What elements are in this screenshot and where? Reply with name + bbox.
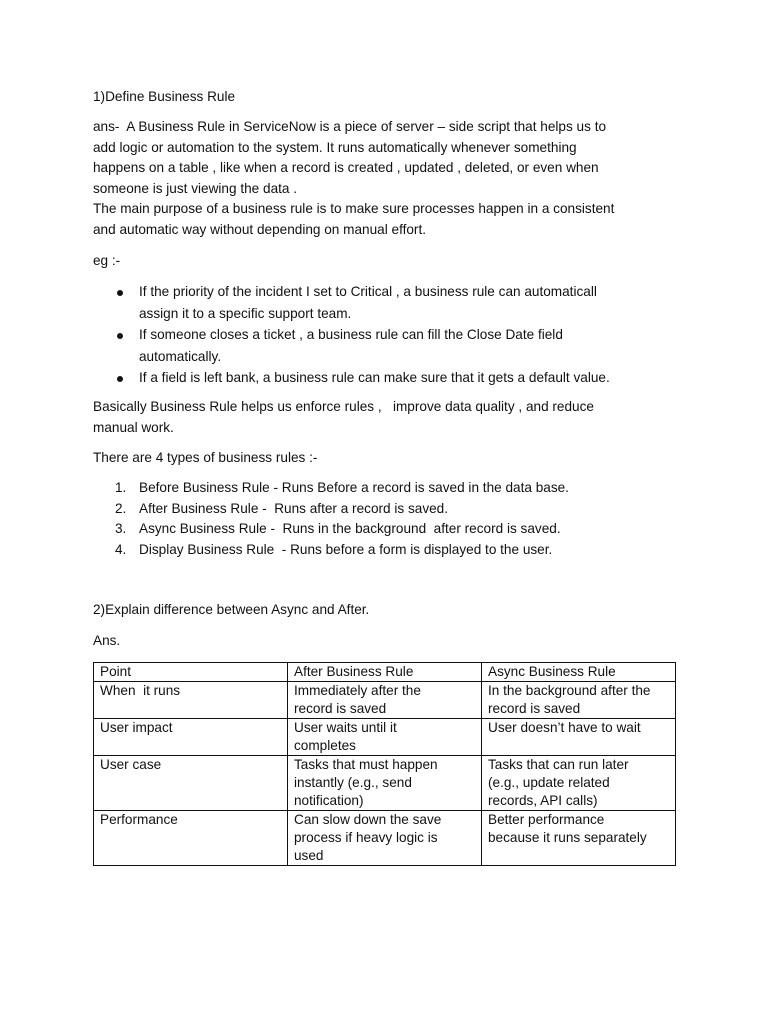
types-intro: There are 4 types of business rules :-: [93, 450, 318, 465]
cell-text: In the background after the: [488, 683, 651, 698]
type-text: Display Business Rule - Runs before a form is displayed to the user.: [139, 541, 553, 557]
q2-heading: 2)Explain difference between Async and After.: [93, 602, 370, 617]
table-cell: [94, 682, 288, 719]
bullet-item: [93, 325, 610, 346]
type-number: 1.: [115, 480, 127, 495]
type-text: Before Business Rule - Runs Before a record is saved in the data base.: [139, 480, 569, 495]
type-item: [93, 478, 569, 499]
cell-text: notification): [294, 793, 364, 808]
type-number: 4.: [115, 541, 127, 557]
summary-paragraph: [93, 397, 594, 438]
bullet-item-continuation: [93, 304, 610, 325]
table-header-cell: Async Business Rule: [482, 663, 676, 682]
table-cell: [482, 682, 676, 719]
answer-line: ans- A Business Rule in ServiceNow is a piece of server – side script that helps us to: [93, 119, 607, 134]
table-cell: [482, 719, 676, 756]
table-row: [94, 719, 676, 756]
cell-text: Tasks that can run later: [488, 757, 629, 772]
cell-text: User case: [100, 757, 162, 772]
table-row: [94, 756, 676, 811]
table-row: [94, 682, 676, 719]
bullet-item: [93, 368, 610, 389]
q1-answer: [93, 117, 614, 241]
answer-line: someone is just viewing the data .: [93, 180, 298, 196]
table-cell: [288, 756, 482, 811]
bullet-icon: [117, 333, 123, 339]
type-number: 2.: [115, 500, 127, 516]
cell-text: User impact: [100, 720, 173, 735]
answer-line: happens on a table , like when a record is created , updated , deleted, or even when: [93, 160, 599, 176]
table-header-cell: Point: [94, 663, 288, 682]
type-item: [93, 519, 569, 540]
cell-text: Performance: [100, 812, 178, 827]
table-header-row: [94, 663, 676, 682]
bullet-text: If someone closes a ticket , a business rule can fill the Close Date field: [139, 327, 563, 343]
table-row: [94, 811, 676, 866]
summary-line: manual work.: [93, 419, 174, 435]
table-cell: [288, 811, 482, 866]
comparison-table: [93, 662, 676, 866]
type-text: Async Business Rule - Runs in the background after record is saved.: [139, 521, 561, 537]
cell-text: record is saved: [294, 701, 387, 716]
answer-line: and automatic way without depending on manual effort.: [93, 221, 427, 237]
bullet-text: assign it to a specific support team.: [139, 305, 352, 321]
cell-text: Better performance: [488, 812, 605, 827]
example-bullet-list: [93, 282, 610, 390]
table-cell: [288, 719, 482, 756]
table-cell: [482, 811, 676, 866]
bullet-text: automatically.: [139, 348, 222, 364]
answer-line: The main purpose of a business rule is to make sure processes happen in a consistent: [93, 201, 615, 217]
bullet-item: [93, 282, 610, 303]
types-numbered-list: [93, 478, 569, 560]
summary-line: Basically Business Rule helps us enforce rules , improve data quality , and reduce: [93, 399, 594, 414]
type-text: After Business Rule - Runs after a record is saved.: [139, 500, 449, 516]
cell-text: Tasks that must happen: [294, 757, 438, 772]
cell-text: process if heavy logic is: [294, 830, 438, 845]
cell-text: Can slow down the save: [294, 812, 442, 827]
table-header-cell: After Business Rule: [288, 663, 482, 682]
eg-label: eg :-: [93, 253, 121, 268]
cell-text: records, API calls): [488, 793, 598, 808]
table-cell: [94, 811, 288, 866]
q2-ans-label: Ans.: [93, 633, 121, 648]
cell-text: (e.g., update related: [488, 775, 610, 790]
table-cell: [482, 756, 676, 811]
table-cell: [94, 756, 288, 811]
type-item: [93, 540, 569, 561]
answer-line: add logic or automation to the system. It runs automatically whenever something: [93, 139, 577, 155]
bullet-text: If a field is left bank, a business rule can make sure that it gets a default value.: [139, 370, 610, 386]
cell-text: When it runs: [100, 683, 181, 698]
cell-text: record is saved: [488, 701, 581, 716]
bullet-text: If the priority of the incident I set to Critical , a business rule can automaticall: [139, 284, 597, 299]
cell-text: User doesn’t have to wait: [488, 720, 641, 735]
cell-text: because it runs separately: [488, 830, 647, 845]
cell-text: instantly (e.g., send: [294, 775, 412, 790]
cell-text: completes: [294, 738, 356, 753]
q1-heading: 1)Define Business Rule: [93, 89, 236, 104]
table-cell: [94, 719, 288, 756]
bullet-item-continuation: [93, 347, 610, 368]
cell-text: User waits until it: [294, 720, 397, 735]
type-number: 3.: [115, 521, 127, 537]
table-cell: [288, 682, 482, 719]
type-item: [93, 499, 569, 520]
bullet-icon: [117, 376, 123, 382]
cell-text: used: [294, 848, 324, 863]
cell-text: Immediately after the: [294, 683, 421, 698]
bullet-icon: [117, 290, 123, 296]
